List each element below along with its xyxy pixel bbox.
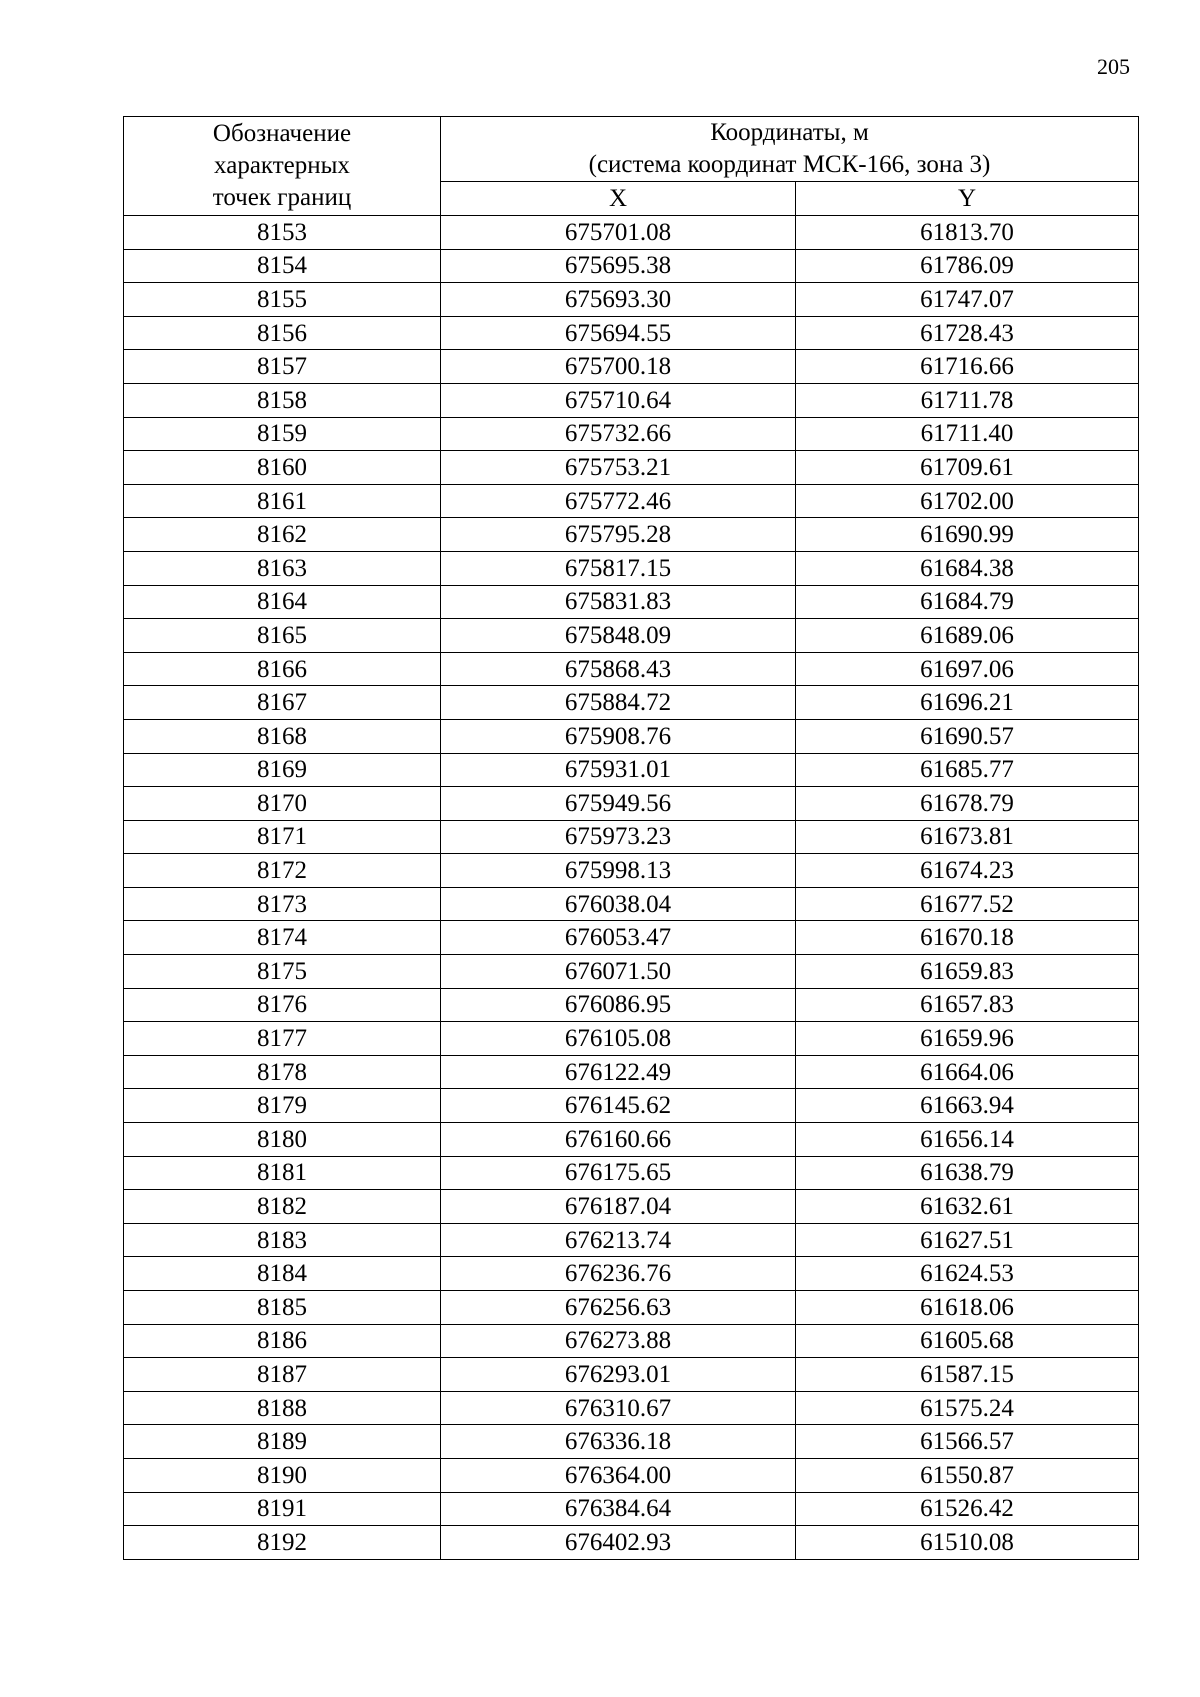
- table-row: [124, 249, 1139, 283]
- y-coordinate-cell: 61711.78: [796, 383, 1139, 417]
- table-row: [124, 1089, 1139, 1123]
- x-coordinate-cell: 676310.67: [441, 1391, 796, 1425]
- table-row: [124, 988, 1139, 1022]
- point-id-cell: 8162: [124, 518, 441, 552]
- x-coordinate-cell: 675973.23: [441, 820, 796, 854]
- x-coordinate-cell: 676038.04: [441, 887, 796, 921]
- table-row: [124, 1291, 1139, 1325]
- header-point-line-2: характерных: [214, 152, 350, 179]
- header-point-line-3: точек границ: [212, 184, 352, 211]
- y-coordinate-cell: 61747.07: [796, 283, 1139, 317]
- y-coordinate-cell: 61813.70: [796, 216, 1139, 250]
- point-id-cell: 8171: [124, 820, 441, 854]
- y-coordinate-cell: 61526.42: [796, 1492, 1139, 1526]
- y-coordinate-cell: 61618.06: [796, 1291, 1139, 1325]
- table-row: [124, 1190, 1139, 1224]
- y-coordinate-cell: 61566.57: [796, 1425, 1139, 1459]
- y-coordinate-cell: 61684.38: [796, 551, 1139, 585]
- header-coordinates-line-1: Координаты, м: [710, 119, 869, 146]
- x-coordinate-cell: 675732.66: [441, 417, 796, 451]
- y-coordinate-cell: 61689.06: [796, 619, 1139, 653]
- header-point-line-1: Обозначение: [212, 120, 352, 147]
- y-coordinate-cell: 61684.79: [796, 585, 1139, 619]
- point-id-cell: 8160: [124, 451, 441, 485]
- table-row: [124, 1223, 1139, 1257]
- point-id-cell: 8157: [124, 350, 441, 384]
- point-id-cell: 8176: [124, 988, 441, 1022]
- table-row: [124, 451, 1139, 485]
- y-coordinate-cell: 61696.21: [796, 686, 1139, 720]
- y-coordinate-cell: 61690.57: [796, 719, 1139, 753]
- point-id-cell: 8186: [124, 1324, 441, 1358]
- x-coordinate-cell: 675931.01: [441, 753, 796, 787]
- table-row: [124, 1358, 1139, 1392]
- y-coordinate-cell: 61677.52: [796, 887, 1139, 921]
- x-coordinate-cell: 675753.21: [441, 451, 796, 485]
- table-row: [124, 585, 1139, 619]
- point-id-cell: 8165: [124, 619, 441, 653]
- x-coordinate-cell: 676236.76: [441, 1257, 796, 1291]
- y-coordinate-cell: 61716.66: [796, 350, 1139, 384]
- y-coordinate-cell: 61638.79: [796, 1156, 1139, 1190]
- x-coordinate-cell: 675848.09: [441, 619, 796, 653]
- point-id-cell: 8192: [124, 1526, 441, 1560]
- y-coordinate-cell: 61673.81: [796, 820, 1139, 854]
- table-row: [124, 417, 1139, 451]
- table-row: [124, 1156, 1139, 1190]
- x-coordinate-cell: 676160.66: [441, 1123, 796, 1157]
- x-coordinate-cell: 675694.55: [441, 316, 796, 350]
- y-coordinate-cell: 61663.94: [796, 1089, 1139, 1123]
- y-coordinate-cell: 61624.53: [796, 1257, 1139, 1291]
- point-id-cell: 8172: [124, 854, 441, 888]
- y-coordinate-cell: 61656.14: [796, 1123, 1139, 1157]
- header-coordinates: [441, 117, 1139, 182]
- point-id-cell: 8188: [124, 1391, 441, 1425]
- x-coordinate-cell: 675772.46: [441, 484, 796, 518]
- x-coordinate-cell: 676175.65: [441, 1156, 796, 1190]
- point-id-cell: 8180: [124, 1123, 441, 1157]
- y-coordinate-cell: 61690.99: [796, 518, 1139, 552]
- table-row: [124, 921, 1139, 955]
- point-id-cell: 8191: [124, 1492, 441, 1526]
- point-id-cell: 8174: [124, 921, 441, 955]
- y-coordinate-cell: 61786.09: [796, 249, 1139, 283]
- x-coordinate-cell: 676086.95: [441, 988, 796, 1022]
- point-id-cell: 8178: [124, 1055, 441, 1089]
- header-x: X: [441, 182, 796, 216]
- x-coordinate-cell: 676053.47: [441, 921, 796, 955]
- point-id-cell: 8182: [124, 1190, 441, 1224]
- table-row: [124, 887, 1139, 921]
- y-coordinate-cell: 61678.79: [796, 787, 1139, 821]
- x-coordinate-cell: 675831.83: [441, 585, 796, 619]
- table-row: [124, 1055, 1139, 1089]
- x-coordinate-cell: 676364.00: [441, 1458, 796, 1492]
- table-row: [124, 1324, 1139, 1358]
- table-row: [124, 753, 1139, 787]
- table-row: [124, 787, 1139, 821]
- y-coordinate-cell: 61587.15: [796, 1358, 1139, 1392]
- x-coordinate-cell: 676105.08: [441, 1022, 796, 1056]
- point-id-cell: 8158: [124, 383, 441, 417]
- table-row: [124, 484, 1139, 518]
- x-coordinate-cell: 675710.64: [441, 383, 796, 417]
- table-row: [124, 1022, 1139, 1056]
- header-y: Y: [796, 182, 1139, 216]
- table-row: [124, 316, 1139, 350]
- point-id-cell: 8161: [124, 484, 441, 518]
- coordinates-table: [123, 116, 1139, 1560]
- point-id-cell: 8181: [124, 1156, 441, 1190]
- y-coordinate-cell: 61627.51: [796, 1223, 1139, 1257]
- point-id-cell: 8179: [124, 1089, 441, 1123]
- x-coordinate-cell: 676213.74: [441, 1223, 796, 1257]
- table-row: [124, 1526, 1139, 1560]
- x-coordinate-cell: 675949.56: [441, 787, 796, 821]
- table-row: [124, 1391, 1139, 1425]
- x-coordinate-cell: 676384.64: [441, 1492, 796, 1526]
- point-id-cell: 8169: [124, 753, 441, 787]
- x-coordinate-cell: 675884.72: [441, 686, 796, 720]
- table-row: [124, 1257, 1139, 1291]
- table-row: [124, 854, 1139, 888]
- x-coordinate-cell: 675695.38: [441, 249, 796, 283]
- y-coordinate-cell: 61697.06: [796, 652, 1139, 686]
- x-coordinate-cell: 676145.62: [441, 1089, 796, 1123]
- y-coordinate-cell: 61670.18: [796, 921, 1139, 955]
- x-coordinate-cell: 675817.15: [441, 551, 796, 585]
- x-coordinate-cell: 675795.28: [441, 518, 796, 552]
- table-row: [124, 551, 1139, 585]
- point-id-cell: 8185: [124, 1291, 441, 1325]
- x-coordinate-cell: 676187.04: [441, 1190, 796, 1224]
- point-id-cell: 8190: [124, 1458, 441, 1492]
- table-row: [124, 686, 1139, 720]
- header-coordinates-line-2: (система координат МСК-166, зона 3): [588, 151, 991, 178]
- table-body: [124, 216, 1139, 1560]
- x-coordinate-cell: 675908.76: [441, 719, 796, 753]
- point-id-cell: 8173: [124, 887, 441, 921]
- table-row: [124, 350, 1139, 384]
- table-row: [124, 518, 1139, 552]
- point-id-cell: 8183: [124, 1223, 441, 1257]
- y-coordinate-cell: 61728.43: [796, 316, 1139, 350]
- point-id-cell: 8187: [124, 1358, 441, 1392]
- point-id-cell: 8184: [124, 1257, 441, 1291]
- table-row: [124, 619, 1139, 653]
- table-row: [124, 383, 1139, 417]
- y-coordinate-cell: 61674.23: [796, 854, 1139, 888]
- point-id-cell: 8189: [124, 1425, 441, 1459]
- point-id-cell: 8166: [124, 652, 441, 686]
- x-coordinate-cell: 676402.93: [441, 1526, 796, 1560]
- point-id-cell: 8155: [124, 283, 441, 317]
- x-coordinate-cell: 676273.88: [441, 1324, 796, 1358]
- point-id-cell: 8170: [124, 787, 441, 821]
- point-id-cell: 8164: [124, 585, 441, 619]
- y-coordinate-cell: 61550.87: [796, 1458, 1139, 1492]
- x-coordinate-cell: 675700.18: [441, 350, 796, 384]
- x-coordinate-cell: 676336.18: [441, 1425, 796, 1459]
- table-row: [124, 955, 1139, 989]
- y-coordinate-cell: 61657.83: [796, 988, 1139, 1022]
- x-coordinate-cell: 676293.01: [441, 1358, 796, 1392]
- point-id-cell: 8163: [124, 551, 441, 585]
- y-coordinate-cell: 61575.24: [796, 1391, 1139, 1425]
- x-coordinate-cell: 675701.08: [441, 216, 796, 250]
- x-coordinate-cell: 675693.30: [441, 283, 796, 317]
- x-coordinate-cell: 676256.63: [441, 1291, 796, 1325]
- y-coordinate-cell: 61702.00: [796, 484, 1139, 518]
- table-row: [124, 652, 1139, 686]
- point-id-cell: 8153: [124, 216, 441, 250]
- y-coordinate-cell: 61709.61: [796, 451, 1139, 485]
- y-coordinate-cell: 61510.08: [796, 1526, 1139, 1560]
- x-coordinate-cell: 676071.50: [441, 955, 796, 989]
- y-coordinate-cell: 61605.68: [796, 1324, 1139, 1358]
- x-coordinate-cell: 676122.49: [441, 1055, 796, 1089]
- table-row: [124, 1123, 1139, 1157]
- table-row: [124, 1425, 1139, 1459]
- y-coordinate-cell: 61685.77: [796, 753, 1139, 787]
- y-coordinate-cell: 61659.83: [796, 955, 1139, 989]
- table-row: [124, 1492, 1139, 1526]
- point-id-cell: 8175: [124, 955, 441, 989]
- y-coordinate-cell: 61632.61: [796, 1190, 1139, 1224]
- table-header: [124, 117, 1139, 216]
- y-coordinate-cell: 61711.40: [796, 417, 1139, 451]
- table-row: [124, 820, 1139, 854]
- table-row: [124, 1458, 1139, 1492]
- table-row: [124, 216, 1139, 250]
- point-id-cell: 8154: [124, 249, 441, 283]
- point-id-cell: 8167: [124, 686, 441, 720]
- header-point-designation: [124, 117, 441, 216]
- x-coordinate-cell: 675868.43: [441, 652, 796, 686]
- table-row: [124, 719, 1139, 753]
- point-id-cell: 8156: [124, 316, 441, 350]
- x-coordinate-cell: 675998.13: [441, 854, 796, 888]
- point-id-cell: 8159: [124, 417, 441, 451]
- point-id-cell: 8177: [124, 1022, 441, 1056]
- y-coordinate-cell: 61659.96: [796, 1022, 1139, 1056]
- y-coordinate-cell: 61664.06: [796, 1055, 1139, 1089]
- page-number: 205: [1097, 54, 1130, 79]
- table-row: [124, 283, 1139, 317]
- point-id-cell: 8168: [124, 719, 441, 753]
